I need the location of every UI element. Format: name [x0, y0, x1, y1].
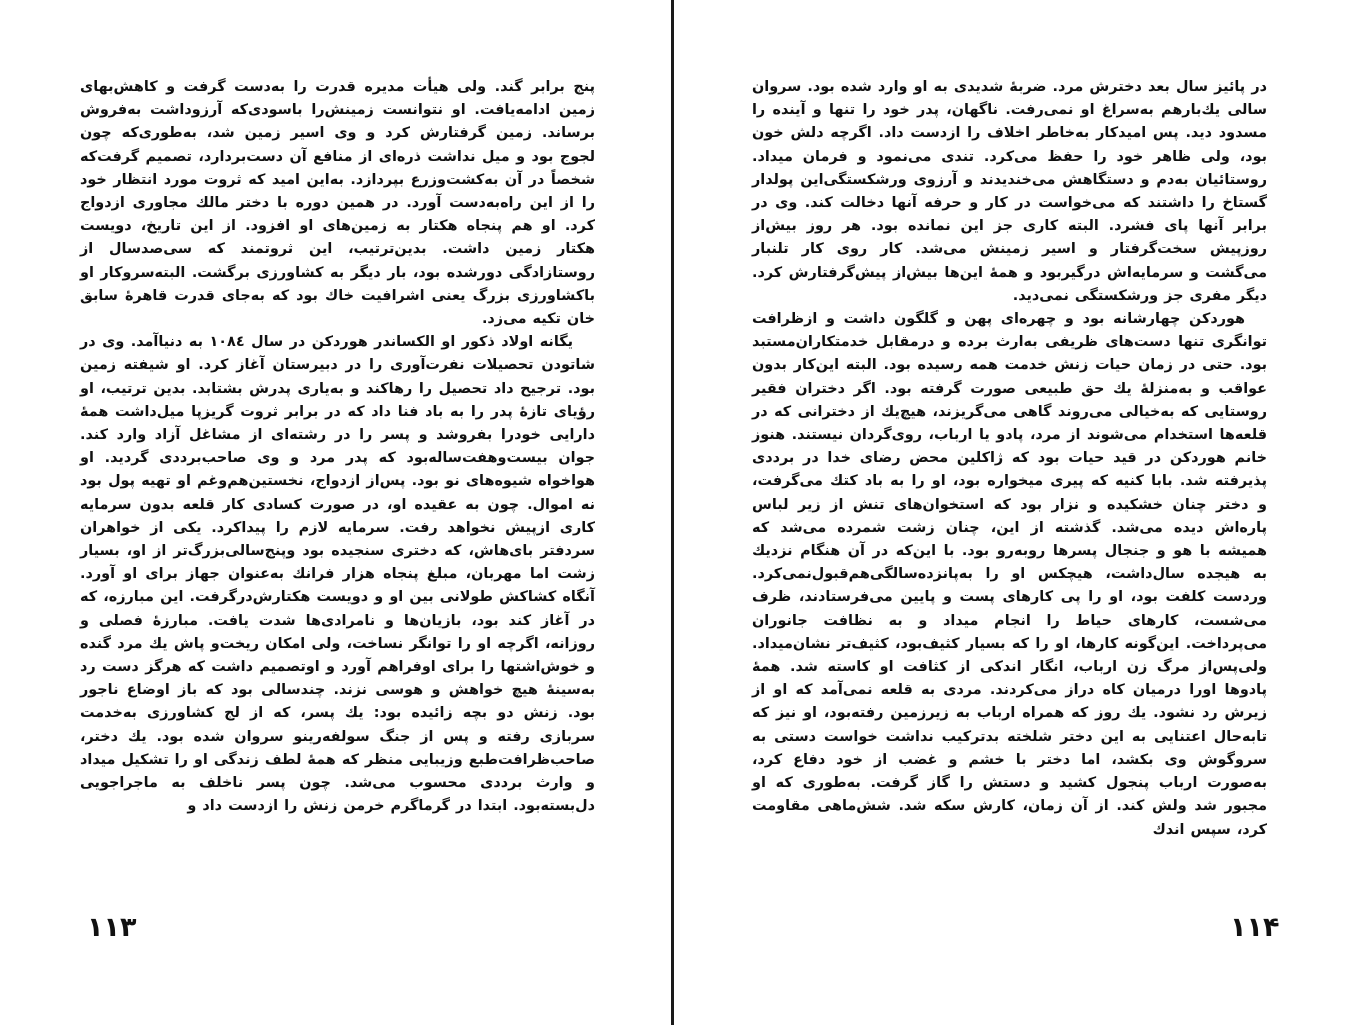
right-page-paragraph-1: در پائیز سال بعد دخترش مرد. ضربهٔ شدیدی به او وارد شده بود. سروان سالی یك‌بارهم به‌سراغ او نمی‌رفت. ناگهان، پدر خود را تنها و آینده را مسدود دید. پس امیدکار به‌خاطر اخلاف را ازدست داد. اگرچه دلش خون بود، ولی ظاهر خود را حفظ می‌کرد. تندی می‌نمود و فرمان میداد. روستائیان به‌دم و دستگاهش می‌خندیدند و آرزوی ورشکستگی‌این پولدار گستاخ را داشتند که می‌خواست در کار و حرفه آنها دخالت کند. وی در برابر آنها پای فشرد. البته کاری جز این نمانده بود. هر روز بیش‌از روزپیش سخت‌گرفتار و اسیر زمینش می‌شد. کار روی کار تلنبار می‌گشت و سرمایه‌اش درگیربود و همهٔ این‌ها بیش‌از پیش‌گرفتارش کرد. دیگر مفری جز ورشکستگی نمی‌دید.: [752, 79, 1267, 304]
right-page: [752, 76, 1267, 946]
left-page-paragraph-2: یگانه اولاد ذکور او الکساندر هوردکن در سال ۱۰۸٤ به دنیاآمد. وی در شاتودن تحصیلات نفرت‌آوری را در دبیرستان آغاز کرد. او شیفته زمین بود. ترجیح داد تحصیل را رهاکند و به‌یاری پدرش بشتابد. بدین ترتیب، او رؤیای تازهٔ پدر را به باد فنا داد که در برابر ثروت گریزپا میل‌داشت همهٔ دارایی خودرا بفروشد و پسر را در رشته‌ای از مشاغل آزاد وارد کند. جوان بیست‌وهفت‌ساله‌بود که پدر مرد و وی صاحب‌برددی گردید. او هواخواه شیوه‌های نو بود. پس‌از ازدواج، نخستین‌هم‌وغم او تهیه پول بود نه اموال. چون به عقیده او، در صورت کسادی کار قلعه بدون سرمایه کاری ازپیش نخواهد رفت. سرمایه لازم را پیداکرد. یکی از خواهران سردفتر بای‌هاش، که دختری سنجیده بود وپنج‌سالی‌بزرگ‌تر از او، بسیار زشت اما مهربان، مبلغ پنجاه هزار فرانك به‌عنوان جهاز برای او آورد. آنگاه کشاکش طولانی بین او و دویست هکتارش‌درگرفت. این مبارزه، که در آغاز کند بود، بازیان‌ها و نامرادی‌ها شدت یافت. مبارزهٔ فصلی و روزانه، اگرچه او را توانگر نساخت، ولی امکان ریخت‌و پاش یك مرد گنده و خوش‌اشتها را برای اوفراهم آورد و اوتصمیم داشت که هرگز دست رد به‌سینهٔ هیچ خواهش و هوسی نزند. چندسالی بود که باز اوضاع ناجور بود. زنش دو بچه زائیده بود: یك پسر، که از لج کشاورزی به‌خدمت سربازی رفته و پس از جنگ سولفه‌رینو سروان شده بود. یك دختر، صاحب‌ظرافت‌طبع وزیبایی منظر که همهٔ لطف زندگی او را تشکیل میداد و وارث برددی محسوب می‌شد. چون پسر ناخلف به ماجراجویی دل‌بسته‌بود. ابتدا در گرماگرم خرمن زنش را ازدست داد و: [80, 334, 595, 815]
right-page-number: ۱۱۴: [1230, 912, 1280, 943]
book-gutter-divider: [671, 0, 674, 1025]
left-page-number: ۱۱۳: [87, 912, 137, 943]
right-page-paragraph-2: هوردکن چهارشانه بود و چهره‌ای پهن و گلگون داشت و ازظرافت توانگری تنها دست‌های ظریفی به‌ارث برده و درمقابل خدمتکاران‌مستبد بود. حتی در زمان حیات زنش خدمت همه رسیده بود. البته این‌کار بدون عواقب و به‌منزلهٔ یك حق طبیعی صورت گرفته بود. اگر دختران فقیر روستایی که به‌خیالی می‌روند گاهی می‌گریزند، هیچ‌یك از دخترانی که در قلعه‌ها استخدام می‌شوند از مرد، پادو یا ارباب، روی‌گردان نیستند. هنوز خانم هوردکن در قید حیات بود که ژاکلین محض رضای خدا در برددی پذیرفته شد. بابا کنیه که پیری میخواره بود، او را به باد کتك می‌گرفت، و دختر چنان خشکیده و نزار بود که استخوان‌های تنش از زیر لباس پاره‌اش دیده می‌شد. گذشته از این، چنان زشت شمرده می‌شد که همیشه با هو و جنجال پسرها روبه‌رو بود. با این‌که در آن هنگام نزدیك به هیجده سال‌داشت، هیچکس او را به‌پانزده‌سالگی‌هم‌قبول‌نمی‌کرد. وردست کلفت بود، او را پی کارهای پست و پایین می‌فرستادند، ظرف می‌شست، کارهای حیاط را انجام میداد و به نظافت جانوران می‌پرداخت. این‌گونه کارها، او را که بسیار کثیف‌بود، کثیف‌تر نشان‌میداد. ولی‌پس‌از مرگ زن ارباب، انگار اندکی از کثافت او کاسته شد. همهٔ پادوها اورا درمیان کاه دراز می‌کردند. مردی به قلعه نمی‌آمد که او از زیرش رد نشود. یك روز که همراه ارباب به زیرزمین رفته‌بود، او نیز که تابه‌حال اعتنایی به این دختر شلخته بدترکیب نداشت خواست دستی به سروگوش وی بکشد، اما دختر با خشم و غضب از خود دفاع کرد، به‌صورت ارباب پنجول کشید و دستش را گاز گرفت. به‌طوری که او مجبور شد ولش کند. از آن زمان، کارش سکه شد. شش‌ماهی مقاومت کرد، سپس اندك: [752, 311, 1267, 838]
left-page-paragraph-1: پنج برابر گند. ولی هیأت مدیره قدرت را به‌دست گرفت و کاهش‌بهای زمین ادامه‌یافت. او نتوانست زمینش‌را باسودی‌که آرزوداشت به‌فروش برساند. زمین گرفتارش کرد و وی اسیر زمین شد، به‌طوری‌که چون لجوج بود و میل نداشت ذره‌ای از منافع آن دست‌بردارد، تصمیم گرفت‌که شخصاً در آن به‌کشت‌وزرع بپردازد. به‌این امید که ثروت مورد انتظار خود را از این راه‌به‌دست آورد. در همین دوره با دختر مالك مجاوری ازدواج کرد. او هم پنجاه هکتار به زمین‌های او افزود. از این تاریخ، دویست هکتار زمین داشت. بدین‌ترتیب، این ثروتمند که سی‌صدسال از روستازادگی دورشده بود، بار دیگر به کشاورزی برگشت. البته‌سروکار او باکشاورزی بزرگ یعنی اشرافیت خاك بود که به‌جای قدرت قاهرهٔ سابق خان تکیه می‌زد.: [80, 79, 595, 328]
left-page: [80, 76, 595, 946]
